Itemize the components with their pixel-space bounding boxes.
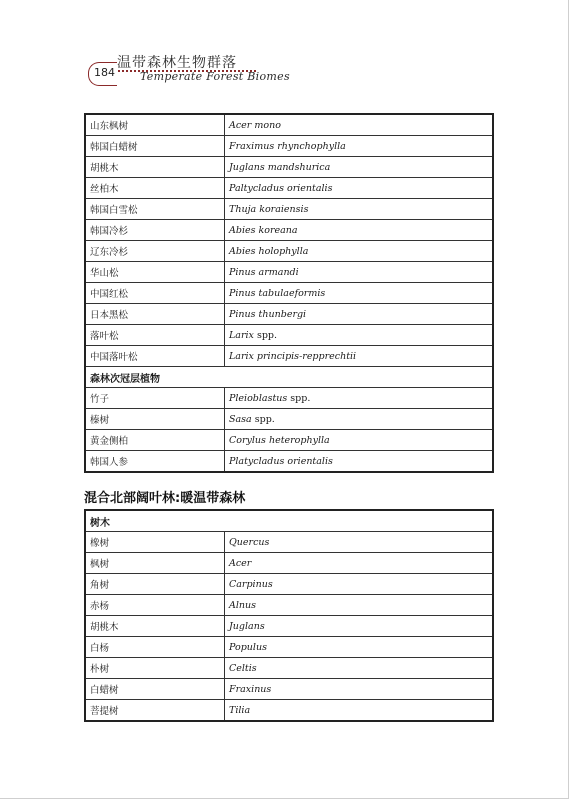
latin-name-cell — [225, 658, 494, 679]
latin-name: Fraximus rhynchophylla — [229, 140, 346, 152]
latin-name: Thuja koraiensis — [229, 203, 309, 215]
common-name-cell: 白蜡树 — [85, 679, 225, 700]
common-name-cell: 丝柏木 — [85, 178, 225, 199]
latin-name-cell — [225, 700, 494, 722]
table-row — [85, 700, 493, 722]
latin-name-cell — [225, 346, 494, 367]
latin-name-cell — [225, 304, 494, 325]
latin-name-cell — [225, 616, 494, 637]
page-number: 184 — [94, 66, 115, 79]
common-name-cell: 辽东冷杉 — [85, 241, 225, 262]
latin-name-cell — [225, 574, 494, 595]
table-row — [85, 574, 493, 595]
latin-name: Pinus tabulaeformis — [229, 287, 326, 299]
common-name-cell: 胡桃木 — [85, 616, 225, 637]
common-name-cell: 竹子 — [85, 388, 225, 409]
table-row — [85, 304, 493, 325]
latin-name: Pleioblastus — [229, 392, 288, 404]
latin-name: Quercus — [229, 536, 270, 548]
table-row — [85, 136, 493, 157]
latin-name-cell — [225, 262, 494, 283]
common-name-cell: 枫树 — [85, 553, 225, 574]
latin-name: Acer — [229, 557, 252, 569]
latin-name-cell — [225, 532, 494, 553]
table-row — [85, 114, 493, 136]
latin-name: Acer mono — [229, 119, 281, 131]
latin-name-cell — [225, 220, 494, 241]
table-row — [85, 157, 493, 178]
common-name-cell: 韩国白蜡树 — [85, 136, 225, 157]
table-row — [85, 262, 493, 283]
table-row — [85, 388, 493, 409]
table-row — [85, 346, 493, 367]
table-row — [85, 637, 493, 658]
section-heading: 混合北部阔叶林:暖温带森林 — [84, 491, 246, 506]
latin-suffix: spp. — [251, 413, 275, 425]
latin-name: Larix principis-repprechtii — [229, 350, 357, 362]
latin-name-cell — [225, 283, 494, 304]
latin-name: Paltycladus orientalis — [229, 182, 333, 194]
table-header-cell: 树木 — [85, 510, 493, 532]
common-name-cell: 中国红松 — [85, 283, 225, 304]
latin-name: Abies koreana — [229, 224, 298, 236]
latin-name: Juglans mandshurica — [229, 161, 331, 173]
latin-name: Abies holophylla — [229, 245, 309, 257]
table-row — [85, 241, 493, 262]
section-label: 森林次冠层植物 — [85, 367, 493, 388]
latin-name: Celtis — [229, 662, 257, 674]
latin-name-cell — [225, 637, 494, 658]
table-row — [85, 451, 493, 473]
latin-name-cell — [225, 325, 494, 346]
latin-name-cell — [225, 241, 494, 262]
latin-name: Corylus heterophylla — [229, 434, 330, 446]
common-name-cell: 榛树 — [85, 409, 225, 430]
latin-suffix: spp. — [287, 392, 311, 404]
common-name-cell: 山东枫树 — [85, 114, 225, 136]
latin-name-cell — [225, 136, 494, 157]
common-name-cell: 韩国冷杉 — [85, 220, 225, 241]
table-row — [85, 616, 493, 637]
common-name-cell: 菩提树 — [85, 700, 225, 722]
common-name-cell: 韩国白雪松 — [85, 199, 225, 220]
table-row — [85, 409, 493, 430]
latin-name: Pinus thunbergi — [229, 308, 307, 320]
latin-name: Populus — [229, 641, 267, 653]
common-name-cell: 日本黑松 — [85, 304, 225, 325]
latin-name-cell — [225, 430, 494, 451]
table-row — [85, 532, 493, 553]
table-row — [85, 679, 493, 700]
table-row — [85, 199, 493, 220]
latin-name: Larix — [229, 329, 254, 341]
latin-name-cell — [225, 451, 494, 473]
latin-name: Fraxinus — [229, 683, 272, 695]
latin-name: Sasa — [229, 413, 252, 425]
latin-suffix: spp. — [253, 329, 277, 341]
table-row — [85, 430, 493, 451]
table-row — [85, 658, 493, 679]
latin-name-cell — [225, 553, 494, 574]
latin-name: Pinus armandi — [229, 266, 299, 278]
table-row — [85, 283, 493, 304]
latin-name-cell — [225, 157, 494, 178]
table-row — [85, 553, 493, 574]
latin-name-cell — [225, 178, 494, 199]
common-name-cell: 橡树 — [85, 532, 225, 553]
table-header-row — [85, 510, 493, 532]
latin-name: Tilia — [229, 704, 251, 716]
common-name-cell: 朴树 — [85, 658, 225, 679]
common-name-cell: 黄金侧柏 — [85, 430, 225, 451]
common-name-cell: 落叶松 — [85, 325, 225, 346]
common-name-cell: 胡桃木 — [85, 157, 225, 178]
latin-name-cell — [225, 199, 494, 220]
latin-name-cell — [225, 679, 494, 700]
common-name-cell: 角树 — [85, 574, 225, 595]
latin-name: Platycladus orientalis — [229, 455, 333, 467]
latin-name: Alnus — [229, 599, 257, 611]
latin-name: Carpinus — [229, 578, 273, 590]
latin-name: Juglans — [229, 620, 265, 632]
species-table-2 — [84, 509, 494, 722]
common-name-cell: 华山松 — [85, 262, 225, 283]
latin-name-cell — [225, 595, 494, 616]
common-name-cell: 中国落叶松 — [85, 346, 225, 367]
latin-name-cell — [225, 114, 494, 136]
running-title-en: Temperate Forest Biomes — [140, 70, 290, 83]
running-title-cn: 温带森林生物群落 — [117, 55, 237, 71]
table-row — [85, 595, 493, 616]
latin-name-cell — [225, 388, 494, 409]
species-table-1 — [84, 113, 494, 473]
common-name-cell: 韩国人参 — [85, 451, 225, 473]
latin-name-cell — [225, 409, 494, 430]
table-row — [85, 325, 493, 346]
section-row — [85, 367, 493, 388]
common-name-cell: 白杨 — [85, 637, 225, 658]
table-row — [85, 220, 493, 241]
table-row — [85, 178, 493, 199]
common-name-cell: 赤杨 — [85, 595, 225, 616]
